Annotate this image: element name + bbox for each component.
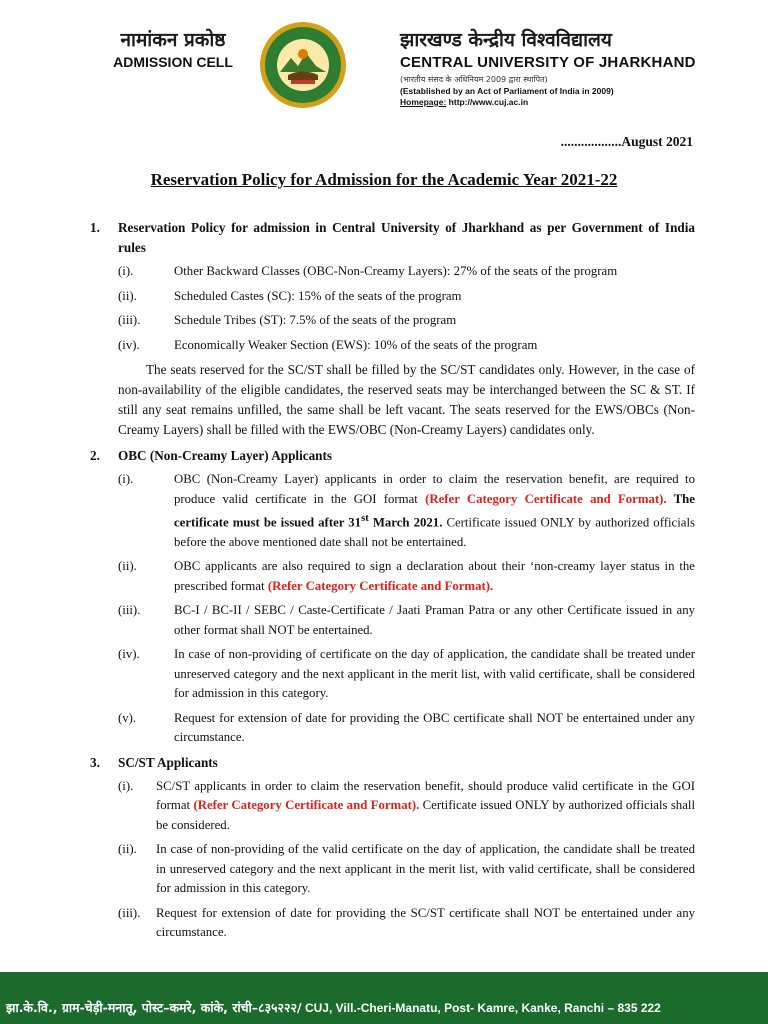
section-number: 2. bbox=[90, 448, 100, 463]
item-text: In case of non-providing of certificate on the day of application, the candidate shall be treated under unreserved category and the next applicant in the merit list, with valid certificate, shall be considered for admission in this category. bbox=[174, 647, 695, 701]
item-text: SC/ST applicants in order to claim the reservation benefit, should produce valid certificate in the GOI format bbox=[156, 778, 695, 813]
item-number: (v). bbox=[118, 710, 137, 725]
item-text: Other Backward Classes (OBC-Non-Creamy Layers): 27% of the seats of the program bbox=[174, 264, 618, 278]
item-number: (iii). bbox=[118, 905, 141, 920]
section-3 bbox=[90, 753, 695, 943]
list-item bbox=[118, 840, 695, 899]
section-heading: SC/ST Applicants bbox=[118, 754, 218, 770]
obc-list bbox=[118, 470, 695, 748]
item-number: (i). bbox=[118, 472, 134, 486]
homepage-line bbox=[400, 97, 700, 107]
item-text: Request for extension of date for providing the SC/ST certificate shall NOT be entertained under any circumstance. bbox=[156, 905, 695, 940]
item-text: Schedule Tribes (ST): 7.5% of the seats of the program bbox=[174, 313, 457, 327]
section-1 bbox=[90, 218, 695, 440]
section-paragraph: The seats reserved for the SC/ST shall be filled by the SC/ST candidates only. However, in the case of non-availability of the eligible candidates, the reserved seats may be interchanged between the SC & ST. If still any seat remains unfilled, the same shall be left vacant. The seats reserved for the EWS/OBCs (Non-Creamy Layers) shall be filled with the EWS/OBC (Non-Creamy Layers) candidates only. bbox=[118, 362, 695, 437]
item-number: (ii). bbox=[118, 559, 137, 574]
superscript: st bbox=[361, 513, 369, 524]
homepage-link[interactable]: http://www.cuj.ac.in bbox=[448, 97, 529, 107]
document-date: ..................August 2021 bbox=[560, 134, 693, 149]
reservation-list bbox=[118, 262, 695, 355]
item-text: OBC (Non-Creamy Layer) applicants in order to claim the reservation benefit, are required to produce valid certificate in the GOI format bbox=[174, 472, 695, 506]
university-name-hindi: झारखण्ड केन्द्रीय विश्वविद्यालय bbox=[400, 29, 612, 51]
item-number: (iv). bbox=[118, 647, 140, 662]
footer-bar bbox=[0, 972, 768, 1024]
list-item bbox=[118, 601, 695, 640]
section-heading: Reservation Policy for admission in Central University of Jharkhand as per Government of India rules bbox=[118, 220, 695, 255]
letterhead-left bbox=[98, 26, 248, 70]
item-text-bold: March 2021. bbox=[368, 515, 443, 530]
list-item bbox=[118, 311, 695, 331]
item-text: In case of non-providing of the valid certificate on the day of application, the candidate shall be treated in unreserved category and the next applicant in the merit list, with valid certificate, shall be considered for admission in this category. bbox=[156, 842, 695, 896]
item-number: (i). bbox=[118, 264, 134, 278]
admission-cell-hindi: नामांकन प्रकोष्ठ bbox=[120, 29, 226, 51]
university-name-english: CENTRAL UNIVERSITY OF JHARKHAND bbox=[400, 54, 696, 71]
list-item bbox=[118, 709, 695, 748]
item-text: Certificate issued ONLY by authorized officials before the above mentioned date shall not be entertained. bbox=[174, 515, 695, 549]
list-item bbox=[118, 287, 695, 307]
list-item bbox=[118, 904, 695, 943]
scst-list bbox=[118, 777, 695, 943]
list-item bbox=[118, 336, 695, 356]
section-number: 3. bbox=[90, 754, 100, 770]
item-text: BC-I / BC-II / SEBC / Caste-Certificate / Jaati Praman Patra or any other Certificate issued in any other format shall NOT be entertained. bbox=[174, 603, 695, 637]
document-title: Reservation Policy for Admission for the Academic Year 2021-22 bbox=[150, 170, 618, 189]
list-item bbox=[118, 470, 695, 552]
item-number: (ii). bbox=[118, 842, 137, 857]
item-number: (iii). bbox=[118, 603, 141, 618]
footer-address-hindi: झा.के.वि., ग्राम-चेड़ी-मनातू, पोस्ट–कमरे, कांके, रांची–८३५२२२/ bbox=[6, 1000, 302, 1015]
established-hindi: (भारतीय संसद के अधिनियम 2009 द्वारा स्थापित) bbox=[400, 75, 548, 84]
footer-address bbox=[6, 999, 661, 1016]
item-text: Scheduled Castes (SC): 15% of the seats of the program bbox=[174, 288, 462, 303]
established-note: (Established by an Act of Parliament of India in 2009) bbox=[400, 86, 614, 96]
item-number: (i). bbox=[118, 778, 134, 793]
homepage-label: Homepage: bbox=[400, 97, 447, 107]
list-item bbox=[118, 262, 695, 282]
item-text: OBC applicants are also required to sign a declaration about their ‘non-creamy layer status in the prescribed format bbox=[174, 559, 695, 593]
item-text: Economically Weaker Section (EWS): 10% of the seats of the program bbox=[174, 337, 538, 352]
category-format-link[interactable]: (Refer Category Certificate and Format). bbox=[193, 798, 420, 813]
university-seal-icon bbox=[258, 20, 348, 110]
section-heading: OBC (Non-Creamy Layer) Applicants bbox=[118, 448, 333, 463]
list-item bbox=[118, 645, 695, 704]
item-text: Request for extension of date for providing the OBC certificate shall NOT be entertained under any circumstance. bbox=[174, 710, 695, 745]
section-number: 1. bbox=[90, 220, 100, 235]
item-text-bold: The certificate must be issued after 31 bbox=[174, 491, 695, 530]
letterhead-right bbox=[400, 26, 700, 107]
admission-cell-english: ADMISSION CELL bbox=[113, 54, 233, 70]
section-2 bbox=[90, 446, 695, 748]
document-body bbox=[90, 218, 695, 948]
category-format-link[interactable]: (Refer Category Certificate and Format). bbox=[267, 578, 494, 593]
item-number: (iii). bbox=[118, 313, 141, 327]
list-item bbox=[118, 777, 695, 836]
footer-address-english: CUJ, Vill.-Cheri-Manatu, Post- Kamre, Kanke, Ranchi – 835 222 bbox=[301, 1001, 661, 1015]
item-text: Certificate issued ONLY by authorized officials shall be considered. bbox=[156, 798, 695, 832]
item-number: (ii). bbox=[118, 288, 137, 303]
list-item bbox=[118, 557, 695, 596]
category-format-link[interactable]: (Refer Category Certificate and Format). bbox=[425, 491, 667, 506]
item-number: (iv). bbox=[118, 337, 140, 352]
